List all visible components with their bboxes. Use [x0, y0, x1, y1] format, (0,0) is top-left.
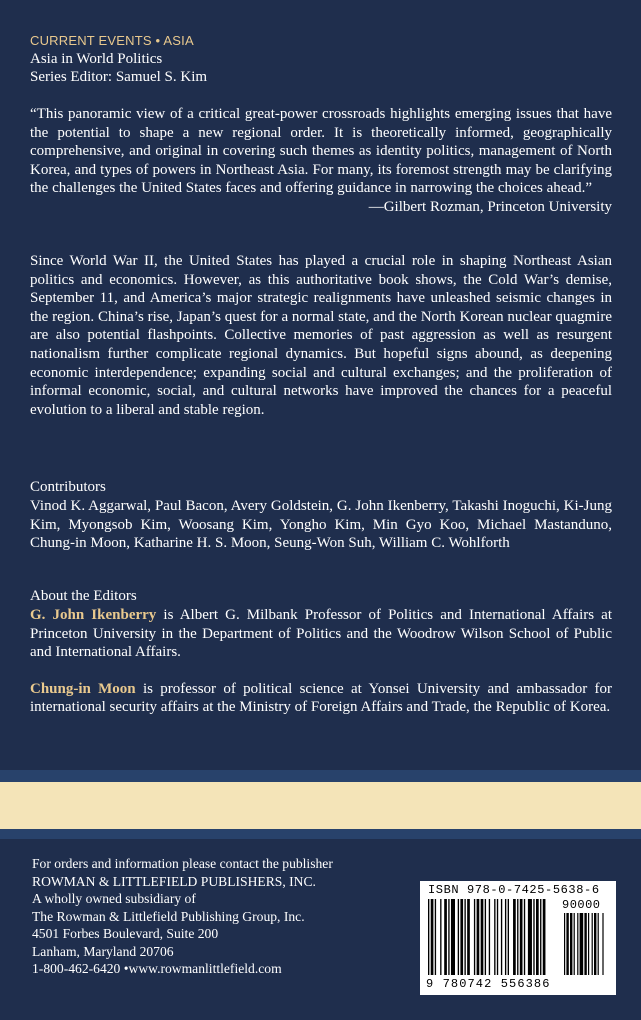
- price-addon-bar: [574, 913, 575, 975]
- publisher-name: ROWMAN & LITTLEFIELD PUBLISHERS, INC.: [32, 873, 316, 889]
- publisher-subsidiary: A wholly owned subsidiary of: [32, 891, 196, 906]
- barcode-bar: [540, 899, 541, 975]
- price-addon-bar: [580, 913, 584, 975]
- barcode-bar: [451, 899, 455, 975]
- barcode-bar: [543, 899, 546, 975]
- barcode-bar: [467, 899, 470, 975]
- barcode-bar: [520, 899, 523, 975]
- barcode-bar: [494, 899, 495, 975]
- editor-name-1: G. John Ikenberry: [30, 607, 157, 623]
- quote-attribution: —Gilbert Rozman, Princeton University: [368, 198, 612, 215]
- barcode-bar: [497, 899, 498, 975]
- publisher-info: [32, 855, 412, 978]
- barcode-bar: [444, 899, 447, 975]
- divider-band-top: [0, 770, 641, 782]
- series-editor: Series Editor: Samuel S. Kim: [30, 69, 208, 85]
- barcode-bar: [485, 899, 486, 975]
- price-addon-bar: [584, 913, 586, 975]
- barcode-box: [420, 881, 616, 995]
- price-addon-bar: [592, 913, 593, 975]
- barcode-bars: [426, 899, 610, 977]
- price-addon-bar: [588, 913, 589, 975]
- price-addon-bar: [577, 913, 578, 975]
- barcode-bar: [431, 899, 434, 975]
- publisher-phone-web: 1-800-462-6420 •www.rowmanlittlefield.com: [32, 961, 282, 976]
- isbn-label: ISBN 978-0-7425-5638-6: [428, 883, 600, 897]
- publisher-city: Lanham, Maryland 20706: [32, 943, 174, 959]
- barcode-bar: [489, 899, 490, 975]
- barcode-bar: [440, 899, 441, 975]
- publisher-contact: For orders and information please contact the publisher: [32, 856, 333, 871]
- publisher-street: 4501 Forbes Boulevard, Suite 200: [32, 926, 219, 941]
- barcode-bar: [508, 899, 509, 975]
- barcode-bar: [474, 899, 475, 975]
- barcode-bar: [464, 899, 465, 975]
- barcode-bar: [517, 899, 518, 975]
- contributors-section: [30, 478, 612, 553]
- barcode-bar: [533, 899, 534, 975]
- barcode-bar: [501, 899, 502, 975]
- contributors-list: Vinod K. Aggarwal, Paul Bacon, Avery Goldstein, G. John Ikenberry, Takashi Inoguchi, Ki-Jung Kim, Myongsob Kim, Woosang Kim, Yongho Kim, Min Gyo Koo, Michael Mastanduno, Chung-in Moon, Katharine H. S. Moon, Seung-Won Suh, William C. Wohlforth: [30, 498, 612, 552]
- barcode-bar: [460, 899, 463, 975]
- price-addon-bar: [594, 913, 596, 975]
- endorsement-quote: [30, 105, 612, 217]
- editors-heading: About the Editors: [30, 588, 137, 604]
- price-code: 90000: [562, 898, 601, 912]
- editors-section: [30, 587, 612, 717]
- price-addon-bar: [564, 913, 565, 975]
- barcode-bar: [428, 899, 429, 975]
- contributors-heading: Contributors: [30, 479, 106, 495]
- series-name: Asia in World Politics: [30, 51, 163, 67]
- series-info: [30, 32, 620, 86]
- ean-digits: 9 780742 556386: [426, 977, 551, 991]
- barcode-bar: [458, 899, 459, 975]
- book-description: Since World War II, the United States has played a crucial role in shaping Northeast Asian politics and economics. However, as this authoritative book shows, the Cold War’s demise, September 11, and America’s major strategic realignments have unleashed seismic changes in the region. China’s rise, Japan’s quest for a normal state, and the North Korean nuclear quagmire are also potential flashpoints. Collective memories of past aggression as well as resurgent nationalism further complicate regional dynamics. But hopeful signs abound, as deepening economic interdependence; expanding social and cultural exchanges; and the proliferation of informal economic, social, and cultural networks have improved the chances for a peaceful evolution to a liberal and stable region.: [30, 253, 612, 418]
- barcode-bar: [513, 899, 516, 975]
- barcode-bar: [448, 899, 449, 975]
- barcode-bar: [435, 899, 436, 975]
- price-addon-bar: [566, 913, 568, 975]
- price-addon-bar: [602, 913, 603, 975]
- category-label: CURRENT EVENTS • ASIA: [30, 33, 194, 48]
- publisher-group: The Rowman & Littlefield Publishing Group, Inc.: [32, 908, 305, 924]
- barcode-bar: [505, 899, 506, 975]
- divider-band-bottom: [0, 829, 641, 839]
- cream-band: [0, 782, 641, 829]
- barcode-bar: [481, 899, 484, 975]
- barcode-bar: [536, 899, 539, 975]
- quote-text: “This panoramic view of a critical great-power crossroads highlights emerging issues that have the potential to shape a new regional order. It is theoretically informed, geographically comprehensive, and original in covering such themes as identity politics, management of North Korea, and types of powers in Northeast Asia. For many, its foremost strength may be clarifying the challenges the United States faces and offering guidance in narrowing the choices ahead.”: [30, 106, 612, 197]
- price-addon-bar: [570, 913, 572, 975]
- editor-name-2: Chung-in Moon: [30, 680, 136, 697]
- editor-bio-2: [30, 680, 612, 717]
- barcode-bar: [524, 899, 525, 975]
- price-addon-bar: [598, 913, 599, 975]
- barcode-bar: [528, 899, 532, 975]
- editor-bio-2-text: is professor of political science at Yonsei University and ambassador for international security affairs at the Ministry of Foreign Affairs and Trade, the Republic of Korea.: [30, 680, 612, 716]
- editor-bio-1-text: is Albert G. Milbank Professor of Politics and International Affairs at Princeton University in the Department of Politics and the Woodrow Wilson School of Public and International Affairs.: [30, 607, 612, 661]
- editor-bio-1: [30, 606, 612, 662]
- barcode-bar: [477, 899, 480, 975]
